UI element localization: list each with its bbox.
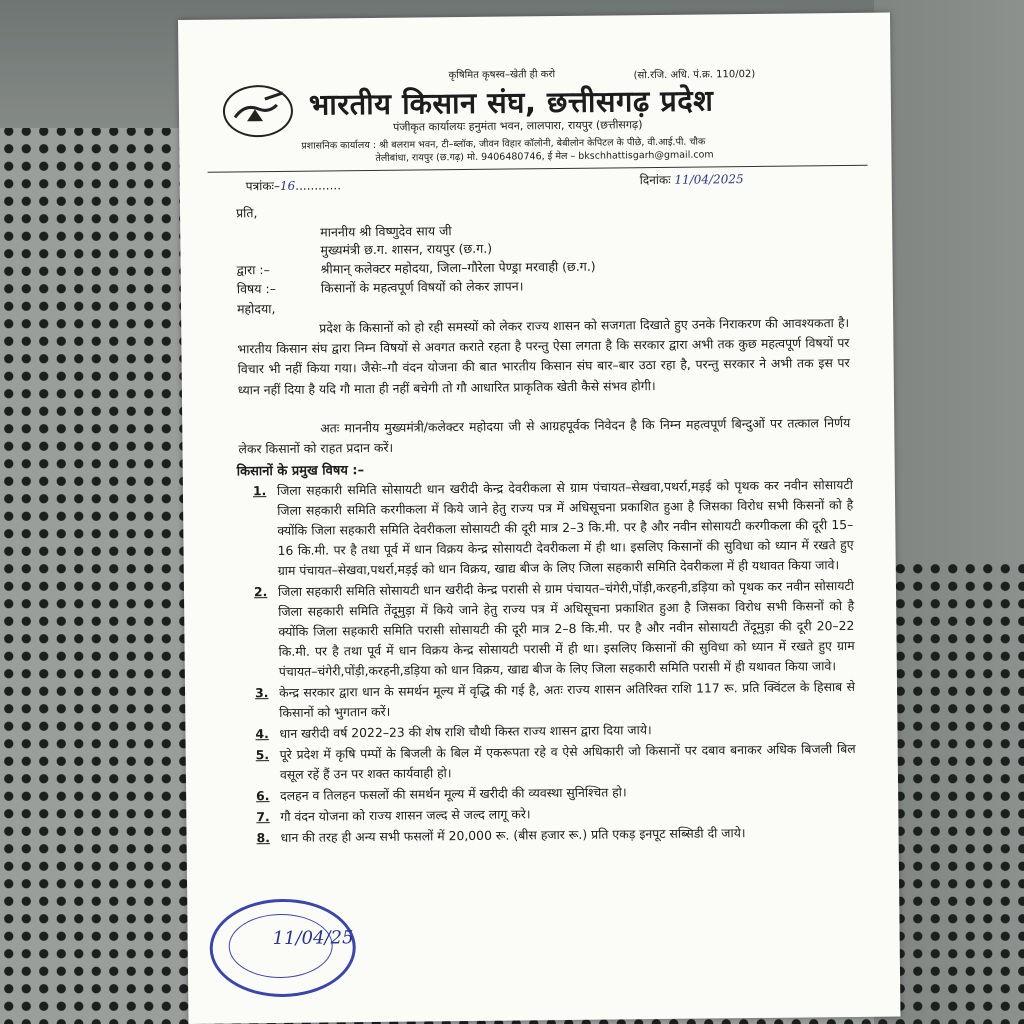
letter-number bbox=[246, 176, 341, 194]
prati: प्रति, bbox=[235, 205, 258, 221]
item-text: दलहन व तिलहन फसलों की समर्थन मूल्य में खरीदी की व्यवस्था सुनिश्चित हो। bbox=[280, 784, 627, 803]
subject-label: विषय :– bbox=[236, 280, 277, 297]
date-label: दिनांकः bbox=[639, 172, 671, 188]
received-stamp bbox=[209, 898, 356, 998]
salutation: महोदया, bbox=[236, 300, 276, 317]
body-paragraph-1: प्रदेश के किसानों को हो रही समस्यों को लेकर राज्य शासन को सजगता दिखाते हुए उनके निराकरण की आवश्यकता है। भारतीय किसान संघ द्वारा निम्न विषयों से अवगत कराते रहता है परन्तु ऐसा लगता है कि सरकार द्वारा अभी तक कुछ महत्वपूर्ण विषयों पर विचार भी नहीं किया गया। जैसेः–गौ वंदन योजना की बात भारतीय किसान संघ बार–बार उठा रहा है, परन्तु सरकार ने अभी तक इस पर ध्यान नहीं दिया है यदि गौ माता ही नहीं बचेगी तो गौ आधारित प्राकृतिक खेती कैसे संभव होगी। bbox=[237, 314, 850, 398]
issues-list bbox=[253, 475, 857, 849]
item-text: धान की तरह ही अन्य सभी फसलों में 20,000 रू. (बीस हजार रू.) प्रति एकड़ इनपूट सब्सिडी दी जाये। bbox=[280, 825, 746, 845]
org-motto: कृषिमित कृषस्व–खेती ही करो bbox=[448, 69, 556, 82]
item-number: 4. bbox=[255, 726, 269, 742]
org-logo-icon bbox=[223, 85, 294, 138]
item-number: 8. bbox=[256, 830, 270, 846]
stamp-signature: 11/04/25 bbox=[272, 927, 354, 950]
admin-office-address: प्रशासनिक कार्यालय : श्री बलराम भवन, टी–ब्लॉक, जीवन विहार कॉलोनी, बेबीलोन केपिटल के पीछे, वी.आई.पी. चौक bbox=[301, 136, 706, 152]
org-name: भारतीय किसान संघ, छत्तीसगढ़ प्रदेश bbox=[308, 83, 714, 122]
item-number: 6. bbox=[256, 788, 270, 804]
date-value: 11/04/2025 bbox=[674, 172, 744, 187]
letter-number-label: पत्रांकः– bbox=[245, 178, 281, 194]
letter-number-value: 16 bbox=[279, 178, 296, 193]
item-number: 1. bbox=[252, 483, 267, 499]
registration-number: (सो.रजि. अधि. पं.क्र. 110/02) bbox=[633, 68, 756, 82]
item-number: 2. bbox=[253, 584, 268, 600]
item-text: केन्द्र सरकार द्वारा धान के समर्थन मूल्य में वृद्धि की गई है, अतः राज्य शासन अतिरिक्त राशि 117 रू. प्रति क्विंटल के हिसाब से किसानों को भुगतान करें। bbox=[278, 678, 856, 720]
registered-address: पंजीकृत कार्यालयः हनुमंता भवन, लालपारा, रायपुर (छत्तीसगढ़) bbox=[393, 118, 643, 134]
dotted-leader: ............ bbox=[295, 178, 342, 193]
item-number: 3. bbox=[254, 685, 269, 701]
list-item bbox=[256, 739, 856, 785]
item-number: 7. bbox=[256, 809, 270, 825]
list-item bbox=[253, 475, 854, 581]
item-text: गौ वंदन योजना को राज्य शासन जल्द से जल्द लागू करे। bbox=[280, 806, 531, 824]
item-text: जिला सहकारी समिति सोसायटी धान खरीदी केन्द्र देवरीकला से ग्राम पंचायत–सेखवा,पथर्रा,मड़ई को पृथक कर नवीन सोसायटी जिला सहकारी समिति करगीकला में किये जाने हेतु राज्य पत्र में अधिसूचना प्रकाशित हुआ है जिसका विरोध सभी किसनों को है क्योंकि जिला सहकारी समिति देवरीकला सोसायटी की दूरी मात्र 2–3 कि.मी. पर है और नवीन सोसायटी करगीकला की दूरी 15–16 कि.मी. पर है तथा पूर्व में धान विक्रय केन्द्र सोसायटी देवरीकला में ही था। इसलिए किसानों की सुविधा को ध्यान में रखते हुए ग्राम पंचायत–सेखवा,पथर्रा,मड़ई को धान विक्रय, खाद्य बीज के लिए जिला सहकारी समिति देवरीकला में ही यथावत किया जावे। bbox=[276, 476, 854, 578]
list-item bbox=[254, 576, 855, 682]
addressee-designation: मुख्यमंत्री छ.ग. शासन, रायपुर (छ.ग.) bbox=[320, 240, 493, 258]
header-divider bbox=[208, 165, 868, 173]
item-text: धान खरीदी वर्ष 2022–23 की शेष राशि चौथी किस्त राज्य शासन द्वारा दिया जाये। bbox=[279, 722, 652, 741]
body-paragraph-2: अतः माननीय मुख्यमंत्री/कलेक्टर महोदया जी से आग्रहपूर्वक निवेदन है कि निम्न महत्वपूर्ण बिन्दुओं पर तत्काल निर्णय लेकर किसानों को राहत प्रदान करें। bbox=[238, 414, 851, 457]
letter-page bbox=[178, 13, 900, 1024]
through-value: श्रीमान् कलेक्टर महोदया, जिला–गौरेला पेण्ड्रा मरवाही (छ.ग.) bbox=[320, 258, 596, 277]
item-text: पूरे प्रदेश में कृषि पम्पों के बिजली के बिल में एकरूपता रहे व ऐसे अधिकारी जो किसानों पर दबाव बनाकर अधिक बिजली बिल वसूल रहें हैं उन पर शक्त कार्यवाही हो। bbox=[279, 740, 856, 782]
through-label: द्वारा :– bbox=[236, 262, 270, 278]
item-number: 5. bbox=[255, 747, 270, 763]
subject-value: किसानों के महत्वपूर्ण विषयों को लेकर ज्ञापन। bbox=[320, 278, 524, 296]
issues-heading: किसानों के प्रमुख विषय :– bbox=[236, 463, 365, 480]
contact-line: तेलीबांधा, रायपुर (छ.गढ़) मो. 9406480746, ई मेल – bkschhattisgarh@gmail.com bbox=[375, 149, 714, 164]
item-text: जिला सहकारी समिति सोसायटी धान खरीदी केन्द्र परासी से ग्राम पंचायत–चंगेरी,पोंड़ी,करहनी,डड़िया को पृथक कर नवीन सोसायटी जिला सहकारी समिति तेंदूमुड़ा में किये जाने हेतु राज्य पत्र में अधिसूचना प्रकाशित हुआ है जिसका विरोध सभी किसनों को है क्योंकि जिला सहकारी समिति परासी सोसायटी की दूरी मात्र 2–8 कि.मी. पर है और नवीन सोसायटी तेंदूमुड़ा की दूरी 20–22 कि.मी. पर है तथा पूर्व में धान विक्रय केन्द्र सोसायटी परासी में ही था। इसलिए किसानों की सुविधा को ध्यान में रखते हुए ग्राम पंचायत–चंगेरी,पोंड़ी,करहनी,डड़िया को धान विक्रय, खाद्य बीज के लिए जिला सहकारी समिति परासी में ही यथावत किया जावे। bbox=[277, 577, 855, 679]
letter-date bbox=[640, 170, 744, 188]
list-item bbox=[255, 677, 855, 723]
addressee-name: माननीय श्री विष्णुदेव साय जी bbox=[320, 223, 452, 240]
